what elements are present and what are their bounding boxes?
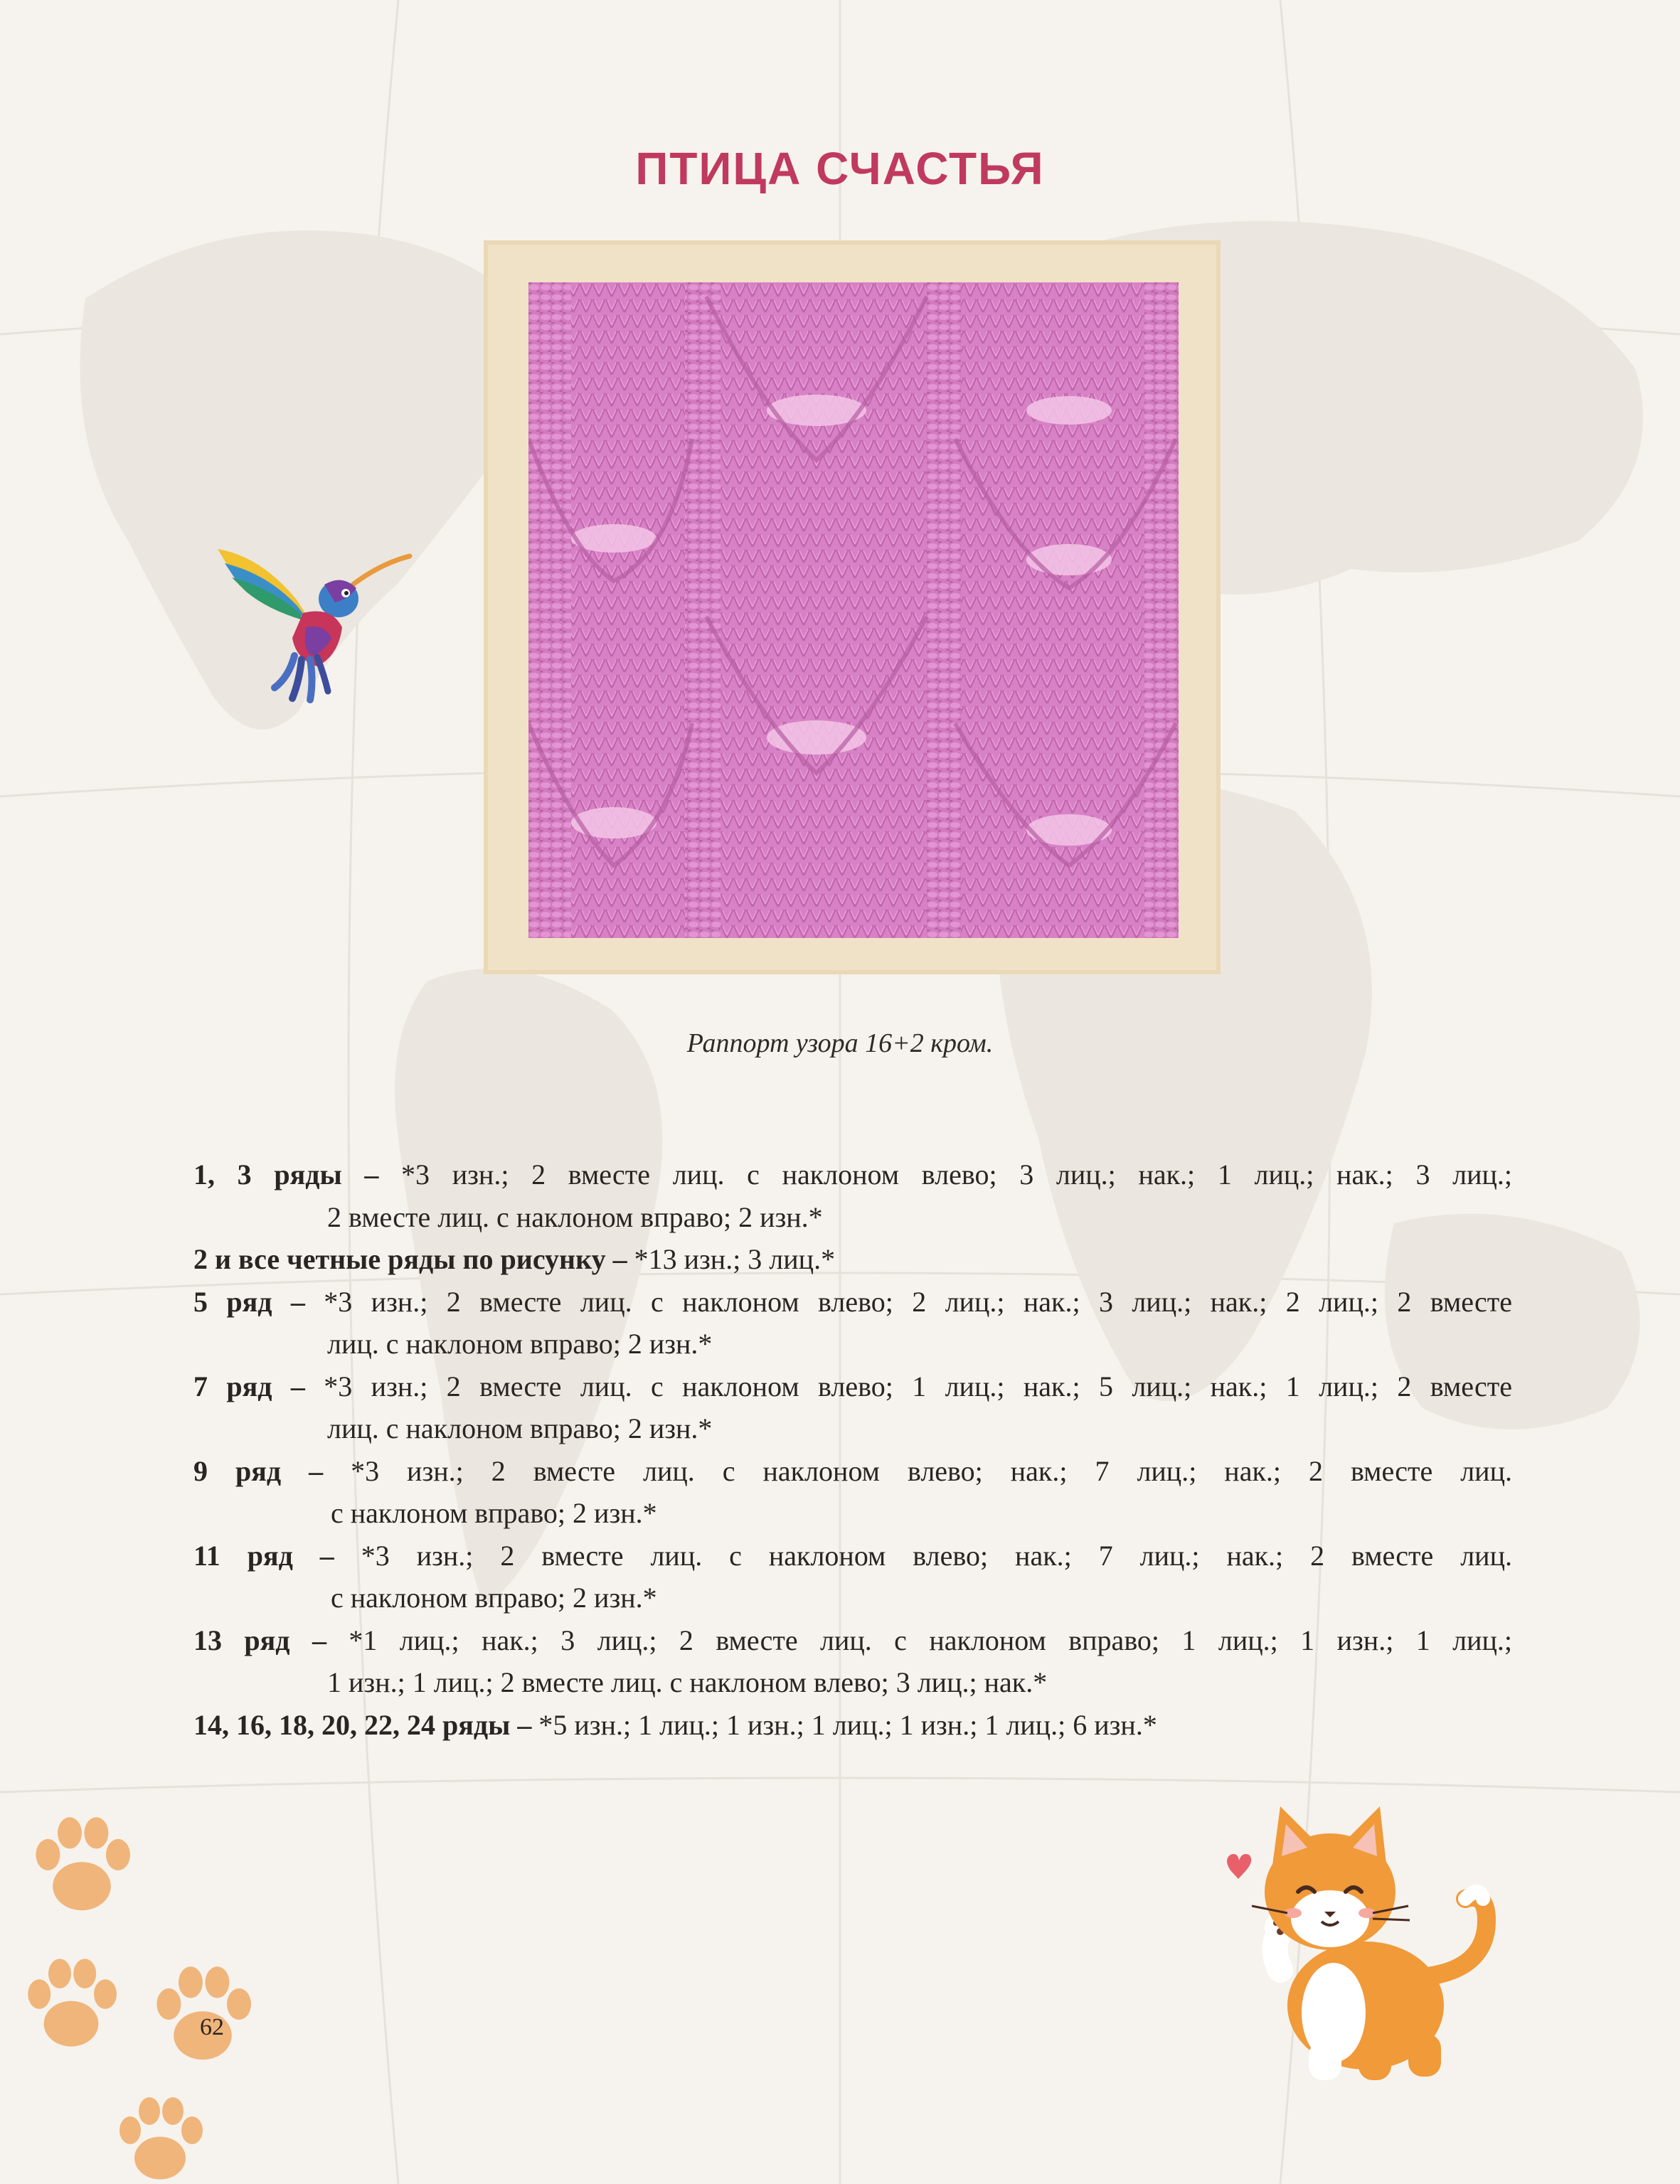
instruction-row-1-3: [193, 1154, 1512, 1238]
row-text: *1 лиц.; нак.; 3 лиц.; 2 вместе лиц. с наклоном вправо; 1 лиц.; 1 изн.; 1 лиц.;: [349, 1624, 1513, 1656]
row-text: *3 изн.; 2 вместе лиц. с наклоном влево; 1 лиц.; нак.; 5 лиц.; нак.; 1 лиц.; 2 вместе: [324, 1370, 1513, 1402]
row-text-continued: 2 вместе лиц. с наклоном вправо; 2 изн.*: [327, 1200, 823, 1233]
page-number: 62: [200, 2014, 224, 2040]
row-heading: 13 ряд –: [193, 1624, 326, 1656]
knitting-instructions: [193, 1154, 1512, 1746]
instruction-row-13: [193, 1619, 1512, 1704]
row-text-continued: лиц. с наклоном вправо; 2 изн.*: [327, 1412, 713, 1444]
row-text: *3 изн.; 2 вместе лиц. с наклоном влево; 3 лиц.; нак.; 1 лиц.; нак.; 3 лиц.;: [401, 1158, 1512, 1190]
row-heading: 11 ряд –: [193, 1539, 334, 1572]
instruction-row-5: [193, 1281, 1512, 1365]
row-text-continued: с наклоном вправо; 2 изн.*: [331, 1582, 657, 1614]
knitted-swatch-photo: [528, 282, 1179, 938]
pattern-repeat-caption: Раппорт узора 16+2 кром.: [686, 1028, 994, 1058]
instruction-row-even: [193, 1238, 1512, 1281]
row-text: *3 изн.; 2 вместе лиц. с наклоном влево; нак.; 7 лиц.; нак.; 2 вместе лиц.: [361, 1539, 1512, 1572]
paw-print-icon: [107, 2087, 213, 2184]
hummingbird-icon: [218, 535, 417, 705]
row-text: *3 изн.; 2 вместе лиц. с наклоном влево; 2 лиц.; нак.; 3 лиц.; нак.; 2 лиц.; 2 вместе: [324, 1285, 1513, 1318]
row-text-continued: лиц. с наклоном вправо; 2 изн.*: [327, 1328, 713, 1360]
row-text-continued: 1 изн.; 1 лиц.; 2 вместе лиц. с наклоном влево; 3 лиц.; нак.*: [327, 1666, 1048, 1698]
paw-print-icon: [21, 1806, 142, 1927]
instruction-row-14-24: [193, 1704, 1512, 1747]
instruction-row-11: [193, 1535, 1512, 1619]
row-heading: 14, 16, 18, 20, 22, 24 ряды –: [193, 1708, 532, 1741]
instruction-row-7: [193, 1365, 1512, 1450]
row-text-continued: с наклоном вправо; 2 изн.*: [331, 1497, 657, 1529]
cat-icon: [1202, 1792, 1515, 2084]
row-heading: 9 ряд –: [193, 1454, 324, 1487]
row-text: *5 изн.; 1 лиц.; 1 изн.; 1 лиц.; 1 изн.; 1 лиц.; 6 изн.*: [538, 1708, 1157, 1741]
page-title: ПТИЦА СЧАСТЬЯ: [635, 143, 1045, 194]
instruction-row-9: [193, 1450, 1512, 1535]
row-text: *3 изн.; 2 вместе лиц. с наклоном влево; нак.; 7 лиц.; нак.; 2 вместе лиц.: [351, 1454, 1512, 1487]
row-heading: 7 ряд –: [193, 1370, 305, 1402]
row-heading: 1, 3 ряды –: [193, 1158, 379, 1190]
row-heading: 5 ряд –: [193, 1285, 305, 1318]
row-heading: 2 и все четные ряды по рисунку –: [193, 1243, 627, 1275]
paw-print-icon: [14, 1949, 128, 2062]
row-text: *13 изн.; 3 лиц.*: [634, 1243, 836, 1275]
